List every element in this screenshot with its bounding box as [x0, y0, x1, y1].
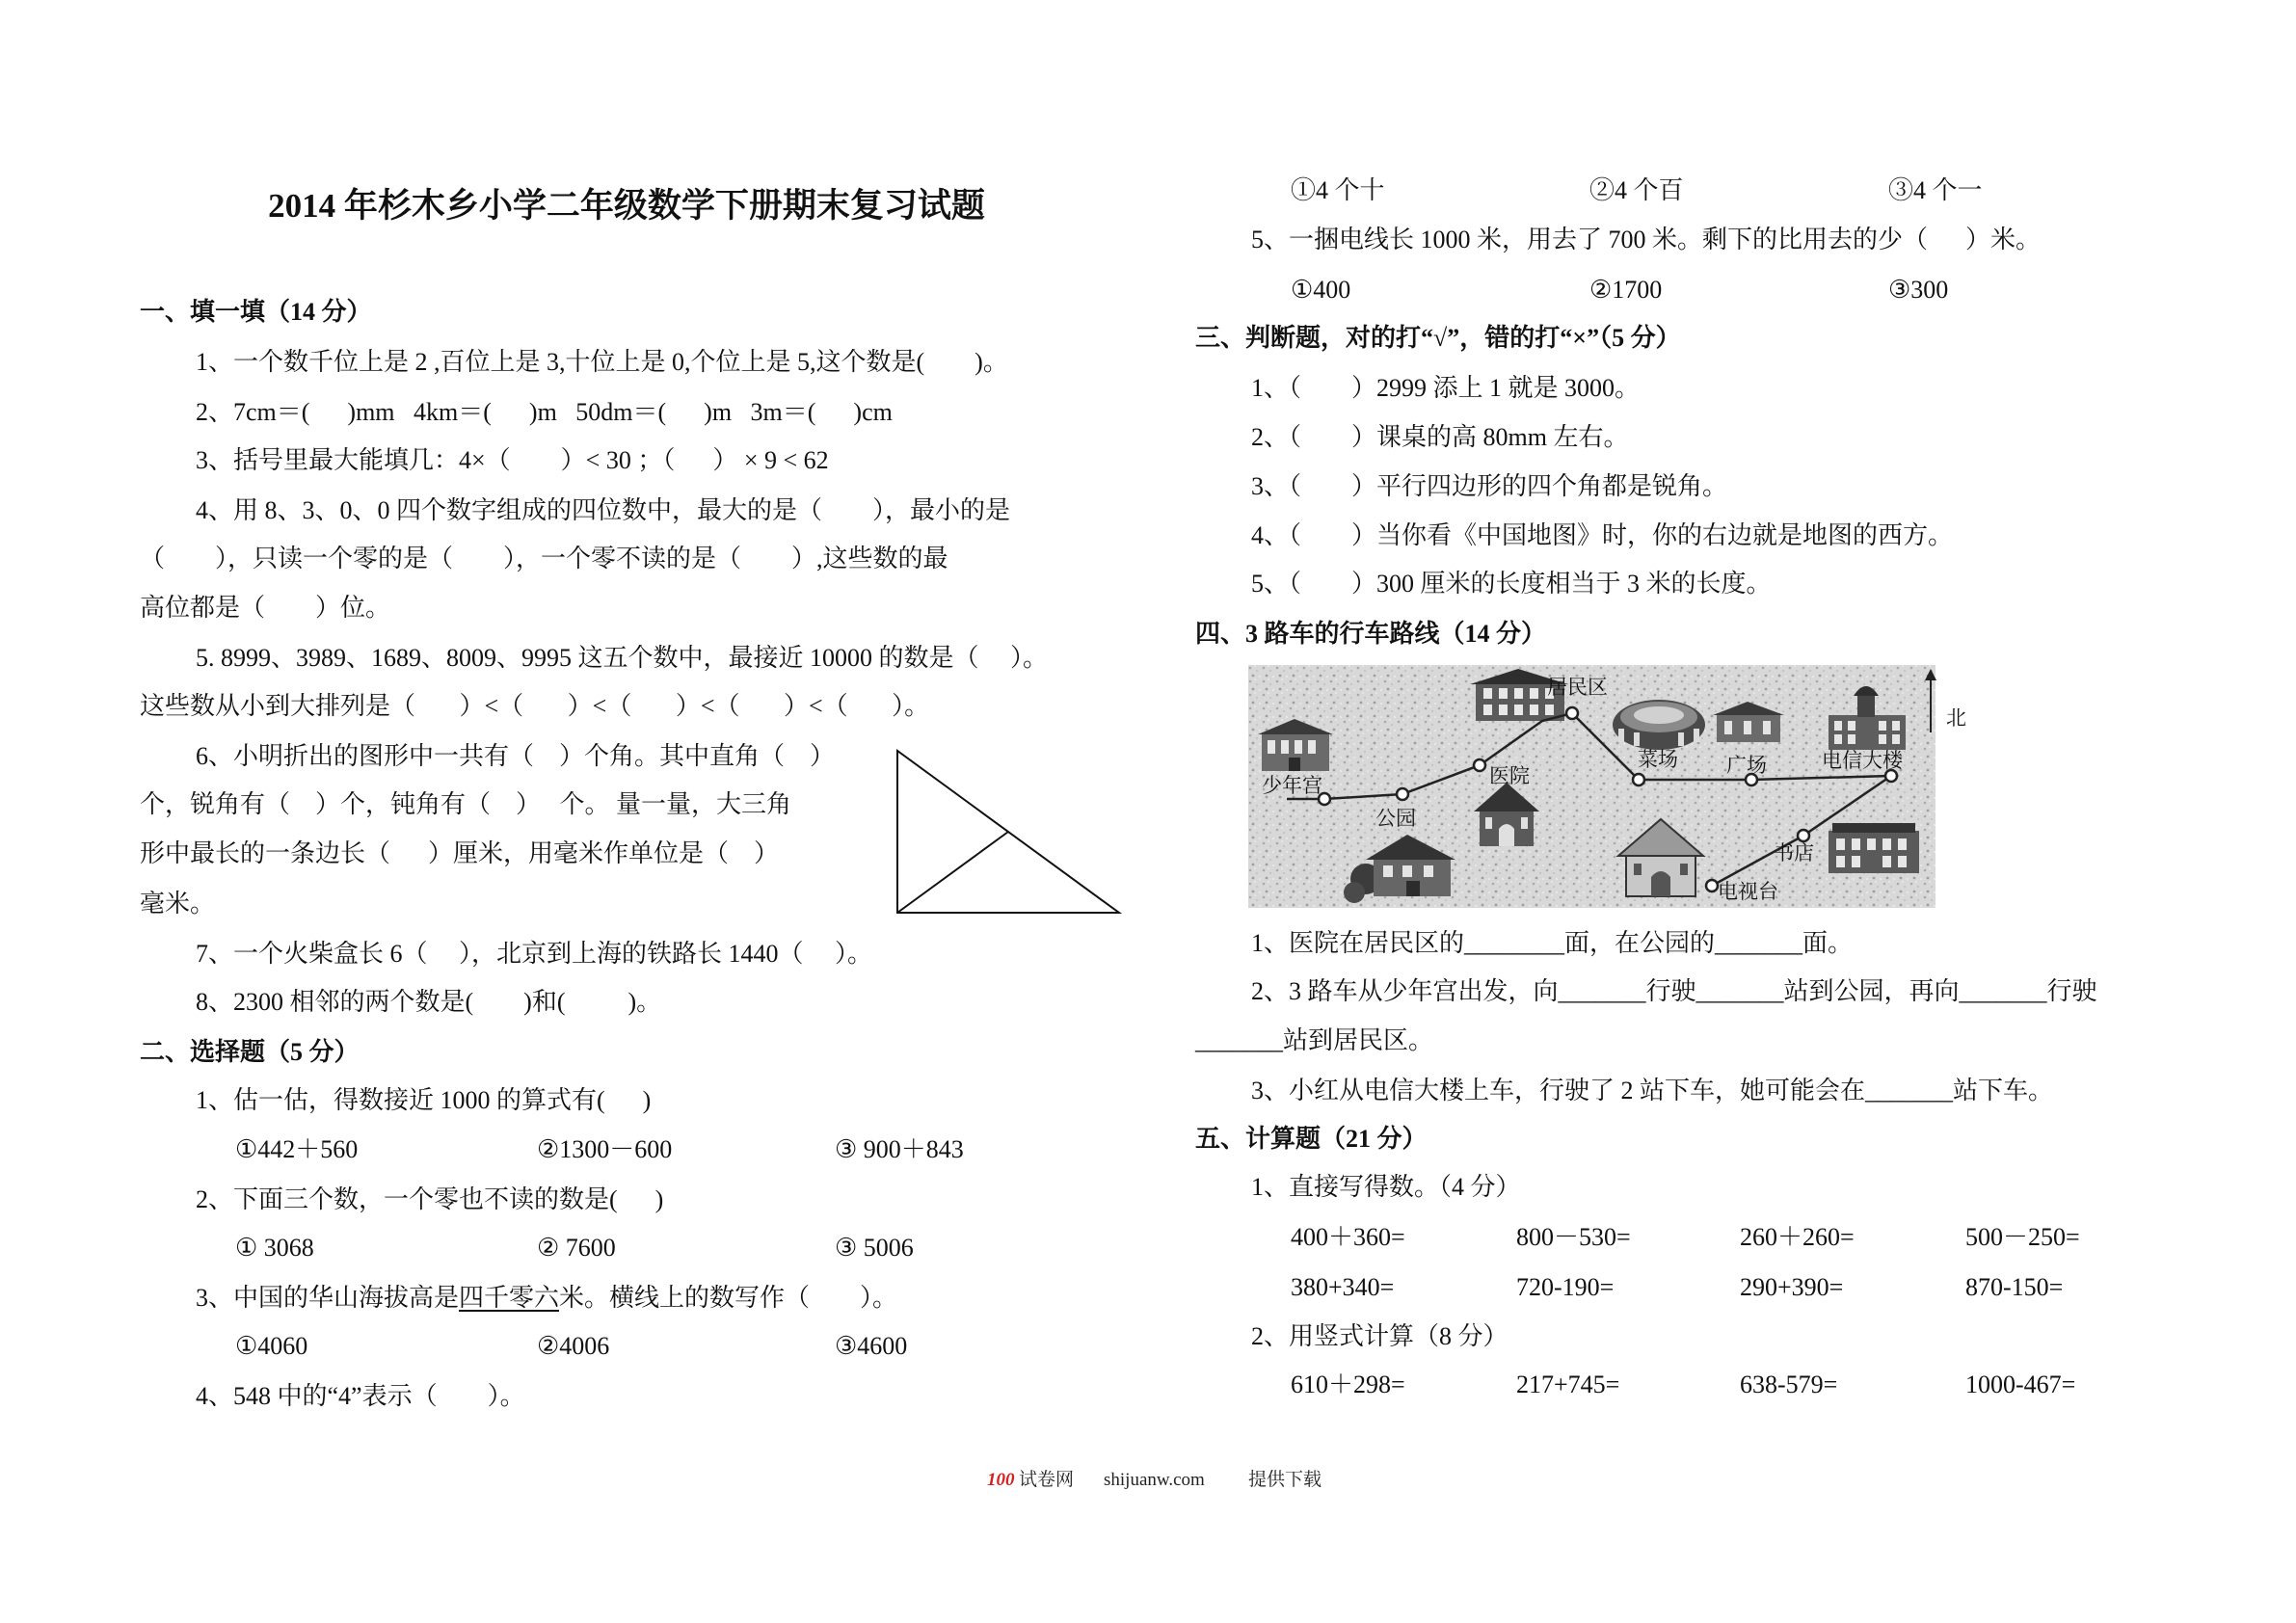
station-dot-bookstore — [1798, 830, 1809, 841]
map-label-telecom: 电信大楼 — [1822, 749, 1903, 772]
question-2-1-option-3: ③ 900＋843 — [835, 1135, 964, 1163]
question-2-3-underlined-number: 四千零六 — [459, 1284, 560, 1312]
question-1-2: 2、7cm＝( )mm 4km＝( )m 50dm＝( )m 3m＝( )cm — [196, 398, 893, 426]
question-2-2-option-2: ② 7600 — [537, 1234, 616, 1262]
question-1-6-line-2: 个，锐角有（ ）个，钝角有（ ） 个。 量一量，大三角 — [140, 790, 792, 818]
bus-route-map — [1248, 665, 1981, 908]
question-2-5-option-3: ③300 — [1888, 276, 1949, 304]
fold-line — [897, 832, 1008, 913]
judgement-item-4: 4、（ ）当你看《中国地图》时，你的右边就是地图的西方。 — [1251, 521, 1954, 549]
question-1-6-line-3: 形中最长的一条边长（ ）厘米，用毫米作单位是（ ） — [140, 839, 780, 867]
question-1-8: 8、2300 相邻的两个数是( )和( )。 — [196, 988, 662, 1016]
question-2-3-prefix: 3、中国的华山海拔高是 — [196, 1284, 460, 1312]
question-2-3 — [196, 1282, 897, 1315]
footer-note: 提供下载 — [1248, 1470, 1322, 1490]
question-1-6-line-4: 毫米。 — [140, 890, 216, 918]
vertical-calc-item: 610＋298= — [1291, 1370, 1405, 1398]
station-dot-tv-station — [1706, 880, 1718, 891]
section-heading-4: 四、3 路车的行车路线（14 分） — [1195, 620, 1547, 648]
footer-domain: shijuanw.com — [1104, 1470, 1205, 1490]
question-4-2-line-2: _______站到居民区。 — [1195, 1026, 1434, 1054]
question-2-4-option-1: ①4 个十 — [1291, 176, 1385, 204]
question-2-2-option-1: ① 3068 — [235, 1234, 314, 1262]
calc-item: 870-150= — [1965, 1273, 2064, 1301]
calc-item: 720-190= — [1516, 1273, 1615, 1301]
calc-item: 290+390= — [1740, 1273, 1844, 1301]
question-2-5-option-1: ①400 — [1291, 276, 1351, 304]
question-2-3-option-1: ①4060 — [235, 1332, 308, 1360]
judgement-item-1: 1、（ ）2999 添上 1 就是 3000。 — [1251, 374, 1641, 402]
judgement-item-3: 3、（ ）平行四边形的四个角都是锐角。 — [1251, 472, 1728, 500]
site-logo: 100 — [987, 1470, 1015, 1490]
question-1-5-line-2: 这些数从小到大排列是（ ）<（ ）<（ ）<（ ）<（ ）。 — [140, 692, 930, 720]
map-label-tv-station: 电视台 — [1718, 880, 1778, 903]
question-2-1-option-1: ①442＋560 — [235, 1135, 359, 1163]
section-heading-2: 二、选择题（5 分） — [140, 1038, 360, 1066]
section-heading-5: 五、计算题（21 分） — [1195, 1125, 1428, 1153]
building-bookstore-icon — [1829, 823, 1919, 873]
map-label-park: 公园 — [1375, 807, 1416, 830]
calc-item: 400＋360= — [1291, 1223, 1405, 1251]
map-label-youth-palace: 少年宫 — [1262, 774, 1322, 797]
station-dot-residential — [1566, 707, 1578, 719]
station-dot-market — [1633, 774, 1644, 785]
question-2-1: 1、估一估，得数接近 1000 的算式有( ) — [196, 1086, 652, 1114]
question-2-5: 5、一捆电线长 1000 米，用去了 700 米。剩下的比用去的少（ ）米。 — [1251, 226, 2042, 253]
calc-item: 380+340= — [1291, 1273, 1395, 1301]
question-1-1: 1、一个数千位上是 2 ,百位上是 3,十位上是 0,个位上是 5,这个数是( )。 — [196, 348, 1008, 376]
vertical-calc-item: 217+745= — [1516, 1370, 1620, 1398]
section-heading-3: 三、判断题，对的打“√”，错的打“×”（5 分） — [1195, 324, 1681, 352]
map-label-market: 菜场 — [1638, 748, 1678, 771]
question-1-6-line-1: 6、小明折出的图形中一共有（ ）个角。其中直角（ ） — [196, 742, 836, 770]
calc-item: 800－530= — [1516, 1223, 1631, 1251]
judgement-item-2: 2、（ ）课桌的高 80mm 左右。 — [1251, 423, 1629, 451]
question-4-2-line-1: 2、3 路车从少年宫出发，向_______行驶_______站到公园，再向_______行驶 — [1251, 977, 2097, 1005]
calc-item: 500－250= — [1965, 1223, 2080, 1251]
question-1-5-line-1: 5. 8999、3989、1689、8009、9995 这五个数中，最接近 10000 的数是（ ）。 — [196, 644, 1049, 672]
building-market-icon — [1613, 700, 1705, 750]
map-label-hospital: 医院 — [1489, 764, 1530, 787]
triangle-figure — [892, 744, 1128, 918]
question-2-1-option-2: ②1300－600 — [537, 1135, 673, 1163]
question-2-4: 4、548 中的“4”表示（ ）。 — [196, 1382, 525, 1410]
question-2-2-option-3: ③ 5006 — [835, 1234, 914, 1262]
map-label-square: 广场 — [1726, 754, 1767, 777]
question-1-4-line-2: （ ），只读一个零的是（ ），一个零不读的是（ ）,这些数的最 — [140, 545, 948, 572]
footer-site-name: 试卷网 — [1019, 1470, 1075, 1490]
calc-item: 260＋260= — [1740, 1223, 1855, 1251]
page-title: 2014 年杉木乡小学二年级数学下册期末复习试题 — [268, 187, 985, 225]
map-label-residential: 居民区 — [1547, 676, 1608, 699]
question-2-4-option-3: ③4 个一 — [1888, 176, 1983, 204]
question-2-4-option-2: ②4 个百 — [1589, 176, 1684, 204]
question-2-3-suffix: 米。横线上的数写作（ ）。 — [559, 1284, 898, 1312]
question-1-4-line-3: 高位都是（ ）位。 — [140, 594, 391, 622]
question-2-2: 2、下面三个数，一个零也不读的数是( ) — [196, 1185, 664, 1213]
judgement-item-5: 5、（ ）300 厘米的长度相当于 3 米的长度。 — [1251, 570, 1772, 598]
question-5-2: 2、用竖式计算（8 分） — [1251, 1322, 1508, 1350]
map-label-bookstore: 书店 — [1774, 841, 1814, 865]
question-2-3-option-2: ②4006 — [537, 1332, 610, 1360]
question-2-5-option-2: ②1700 — [1589, 276, 1663, 304]
section-heading-1: 一、填一填（14 分） — [140, 298, 372, 326]
question-2-3-option-3: ③4600 — [835, 1332, 908, 1360]
station-dot-hospital — [1474, 759, 1485, 771]
question-4-1: 1、医院在居民区的________面，在公园的_______面。 — [1251, 929, 1854, 957]
question-1-3: 3、括号里最大能填几：4×（ ）< 30 ；（ ） × 9 < 62 — [196, 446, 829, 474]
question-1-4-line-1: 4、用 8、3、0、0 四个数字组成的四位数中，最大的是（ ），最小的是 — [196, 496, 1011, 524]
vertical-calc-item: 638-579= — [1740, 1370, 1838, 1398]
question-5-1: 1、直接写得数。（4 分） — [1251, 1173, 1521, 1201]
station-dot-park — [1397, 788, 1408, 800]
question-4-3: 3、小红从电信大楼上车，行驶了 2 站下车，她可能会在_______站下车。 — [1251, 1077, 2054, 1104]
vertical-calc-item: 1000-467= — [1965, 1370, 2076, 1398]
question-1-7: 7、一个火柴盒长 6（ ），北京到上海的铁路长 1440（ ）。 — [196, 940, 873, 968]
map-label-north: 北 — [1946, 706, 1966, 730]
